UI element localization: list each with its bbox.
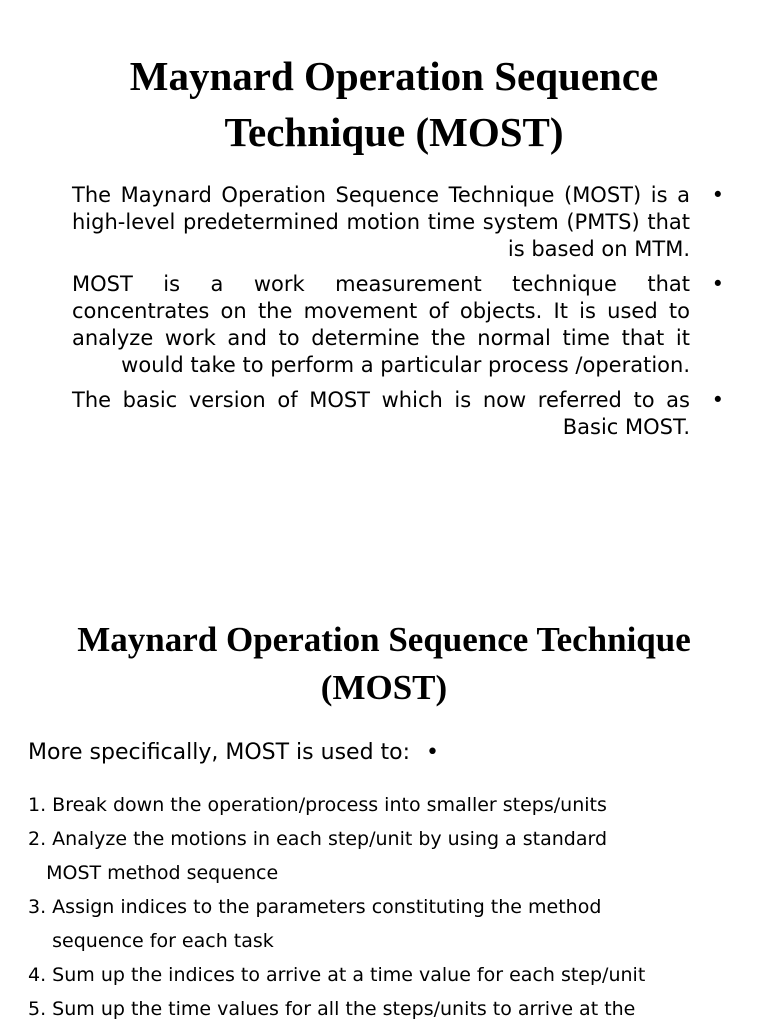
- list-item: 5. Sum up the time values for all the steps/units to arrive at the: [28, 998, 636, 1020]
- bullet-item: [72, 182, 732, 263]
- list-item: 3. Assign indices to the parameters constituting the method: [28, 896, 602, 918]
- slide-1-title-line-2: Technique (MOST): [224, 109, 564, 155]
- slide-1-title: [40, 48, 748, 160]
- slide-2-title-line-2: (MOST): [320, 668, 448, 707]
- intro-text: More specifically, MOST is used to:: [28, 740, 411, 765]
- list-item: 1. Break down the operation/process into smaller steps/units: [28, 794, 607, 816]
- slide-2-steps-list: [28, 788, 748, 1026]
- bullet-item: [72, 271, 732, 379]
- list-item: 4. Sum up the indices to arrive at a time value for each step/unit: [28, 964, 646, 986]
- list-item: MOST method sequence: [28, 862, 279, 884]
- bullet-dot-icon: •: [711, 388, 724, 412]
- bullet-item: [72, 387, 732, 441]
- list-item: sequence for each task: [28, 930, 274, 952]
- bullet-dot-icon: •: [711, 272, 724, 296]
- slide-2: [0, 560, 768, 1024]
- slide-1-title-line-1: Maynard Operation Sequence: [129, 53, 659, 99]
- bullet-text: The basic version of MOST which is now referred to as Basic MOST.: [72, 388, 690, 439]
- bullet-text: The Maynard Operation Sequence Technique (MOST) is a high-level predetermined motion time system (PMTS) that is based on MTM.: [72, 183, 690, 261]
- bullet-text: MOST is a work measurement technique that concentrates on the movement of objects. It is used to analyze work and to determine the normal time that it would take to perform a particular process /operation.: [72, 272, 690, 377]
- bullet-dot-icon: •: [426, 740, 440, 765]
- slide-2-intro: [28, 736, 439, 770]
- list-item: 2. Analyze the motions in each step/unit by using a standard: [28, 828, 607, 850]
- bullet-dot-icon: •: [711, 183, 724, 207]
- slide-2-title: [20, 616, 748, 712]
- slide-1-bullet-list: [72, 182, 732, 449]
- slide-2-title-line-1: Maynard Operation Sequence Technique: [77, 620, 691, 659]
